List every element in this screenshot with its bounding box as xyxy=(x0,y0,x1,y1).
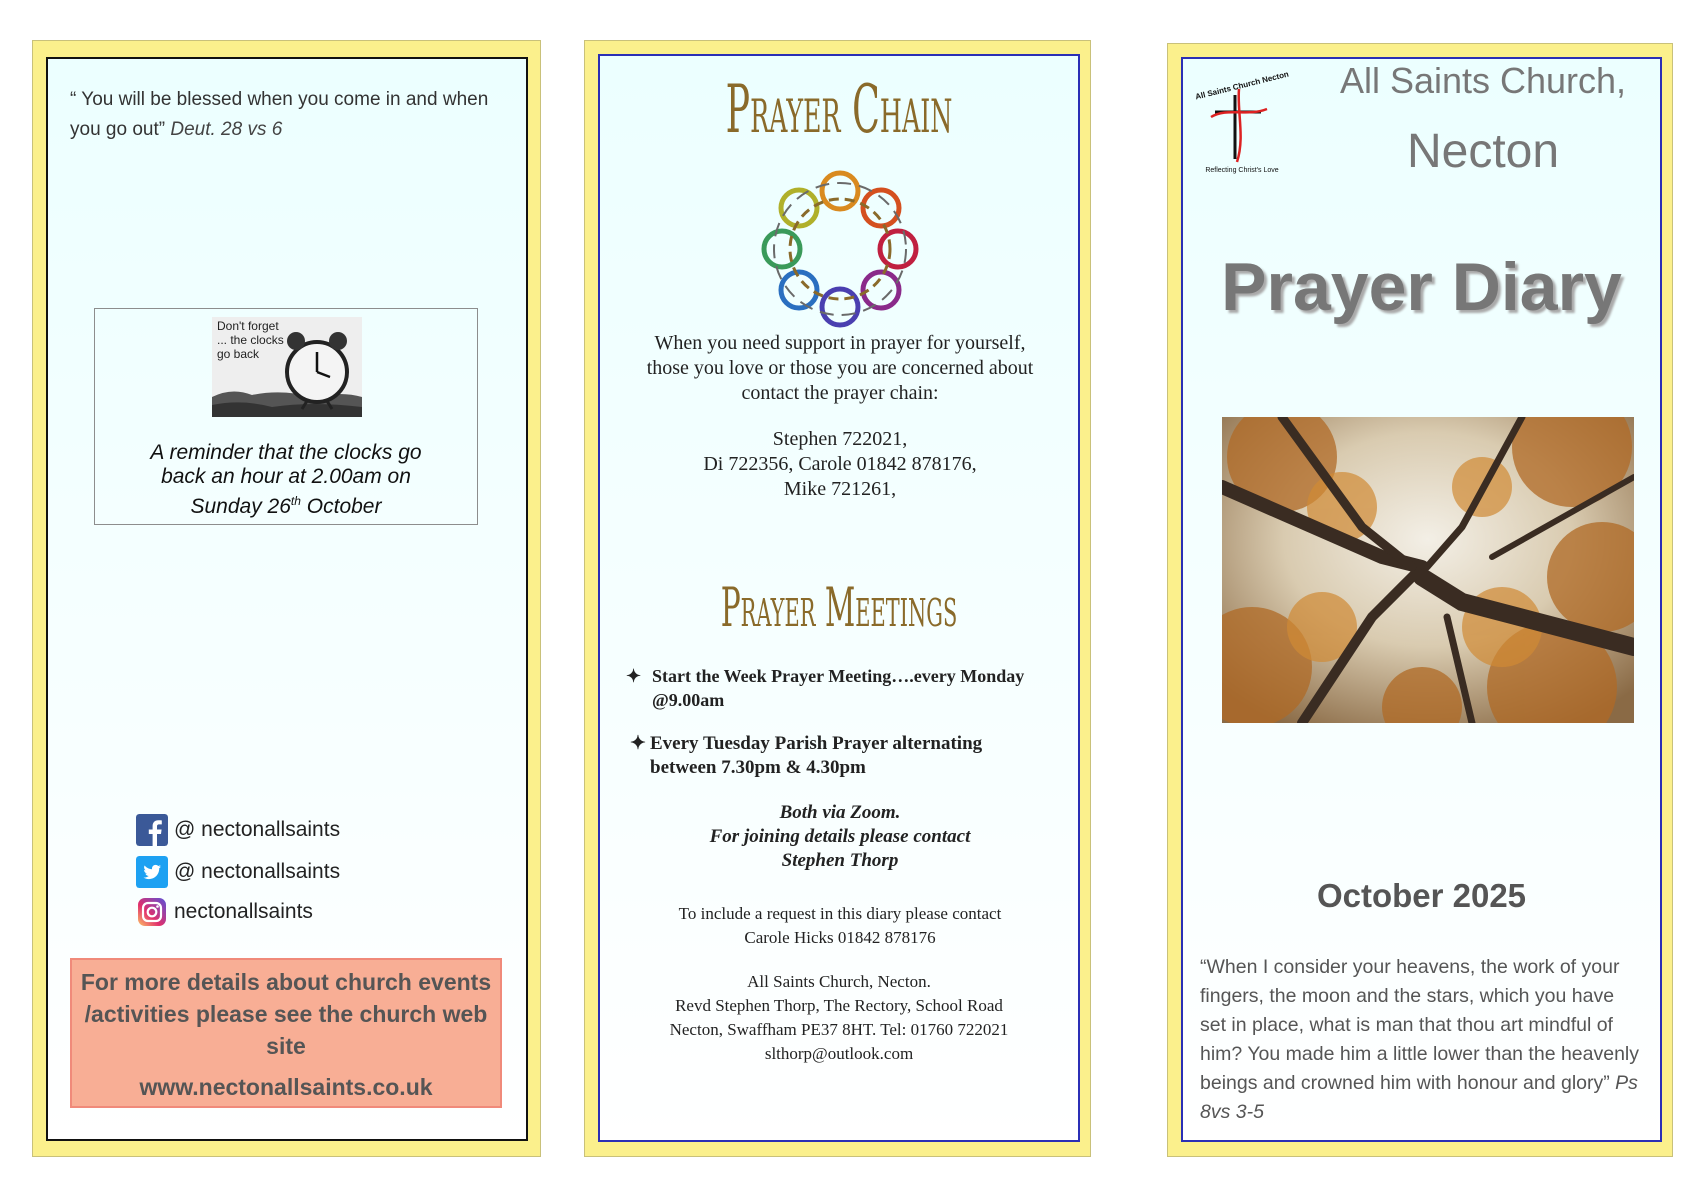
twitter-handle: @ nectonallsaints xyxy=(174,860,341,883)
meeting-item-1 xyxy=(626,664,1046,712)
facebook-icon xyxy=(136,814,168,846)
clock-reminder-date: Sunday 26 xyxy=(190,495,291,518)
instagram-link[interactable] xyxy=(136,896,436,930)
psalm-text: “When I consider your heavens, the work of your fingers, the moon and the stars, which you have set in place, what is man that thou art mindful of him? You made him a little lower than the heavenly beings and crowned him with honour and glory” xyxy=(1200,956,1640,1094)
email-link[interactable]: slthorp@outlook.com xyxy=(764,1044,914,1063)
autumn-trees-icon xyxy=(1222,417,1634,723)
request-text: To include a request in this diary please contact Carole Hicks 01842 878176 xyxy=(678,904,1002,947)
prayer-chain-intro: When you need support in prayer for yourself, those you love or those you are concerned about contact the prayer chain: xyxy=(646,332,1034,404)
website-info-box xyxy=(70,958,502,1108)
zoom-line1: Both via Zoom. xyxy=(779,802,901,823)
prayer-chain-heading: Prayer Chain xyxy=(725,71,953,148)
facebook-handle: @ nectonallsaints xyxy=(174,818,341,841)
contacts-line1: Stephen 722021, xyxy=(772,428,908,450)
zoom-details xyxy=(620,801,1060,873)
facebook-link[interactable] xyxy=(136,814,436,848)
left-panel-inner xyxy=(46,57,528,1141)
zoom-line2: For joining details please contact xyxy=(709,826,971,847)
celtic-knot-icon xyxy=(755,164,925,334)
address-line2: Revd Stephen Thorp, The Rectory, School Road xyxy=(675,996,1003,1015)
clock-reminder-box xyxy=(94,308,478,525)
clock-reminder-ordinal: th xyxy=(290,494,301,508)
church-logo xyxy=(1187,67,1297,177)
website-info-text: For more details about church events /activities please see the church web site xyxy=(80,969,492,1059)
contacts-line3: Mike 721261, xyxy=(783,478,897,500)
clock-reminder-line3 xyxy=(105,489,467,519)
meeting-item-2 xyxy=(630,732,1050,780)
prayer-meetings-heading: Prayer Meetings xyxy=(720,576,958,639)
zoom-line3: Stephen Thorp xyxy=(781,850,899,871)
address-line3: Necton, Swaffham PE37 8HT. Tel: 01760 722021 xyxy=(669,1020,1009,1039)
clock-reminder-month: October xyxy=(300,495,382,518)
autumn-trees-image xyxy=(1222,417,1634,723)
clock-image xyxy=(212,317,362,417)
website-link[interactable]: www.nectonallsaints.co.uk xyxy=(139,1074,433,1100)
meeting-2-text: Every Tuesday Parish Prayer alternating between 7.30pm & 4.30pm xyxy=(650,733,983,778)
contacts-line2: Di 722356, Carole 01842 878176, xyxy=(703,453,977,475)
right-panel xyxy=(1167,43,1673,1157)
prayer-diary-title: Prayer Diary xyxy=(1221,249,1622,325)
instagram-handle: nectonallsaints xyxy=(174,900,313,923)
church-name-line1: All Saints Church, xyxy=(1339,60,1627,101)
church-name-line2: Necton xyxy=(1406,125,1560,178)
psalm-quote xyxy=(1200,953,1645,1127)
church-address xyxy=(600,970,1078,1066)
twitter-link[interactable] xyxy=(136,856,436,890)
twitter-icon xyxy=(136,856,168,888)
middle-panel-inner xyxy=(598,54,1080,1142)
clock-reminder-line1: A reminder that the clocks go xyxy=(150,441,422,464)
clock-reminder-text xyxy=(105,441,467,519)
clock-image-caption: Don't forget ... the clocks go back xyxy=(217,319,284,361)
issue-month: October 2025 xyxy=(1316,877,1527,914)
address-line1: All Saints Church, Necton. xyxy=(747,972,931,991)
prayer-chain-contacts xyxy=(620,427,1060,502)
logo-bottom-text: Reflecting Christ's Love xyxy=(1205,167,1279,174)
bullet-star-icon: ✦ xyxy=(630,733,646,754)
bullet-star-icon: ✦ xyxy=(626,666,642,686)
clock-reminder-line2: back an hour at 2.00am on xyxy=(161,465,411,488)
quote-text: “ You will be blessed when you come in and when you go out” xyxy=(70,89,489,140)
instagram-icon xyxy=(136,896,168,928)
left-panel xyxy=(32,40,541,1157)
meeting-1-text: Start the Week Prayer Meeting….every Monday @9.00am xyxy=(652,666,1025,710)
middle-panel xyxy=(584,40,1091,1157)
psalm-reference: Ps 8vs 3-5 xyxy=(1200,1072,1638,1123)
quote-reference: Deut. 28 vs 6 xyxy=(170,119,283,140)
opening-quote xyxy=(70,85,490,145)
logo-top-text: All Saints Church Necton xyxy=(1194,69,1290,102)
right-panel-inner xyxy=(1181,57,1662,1142)
